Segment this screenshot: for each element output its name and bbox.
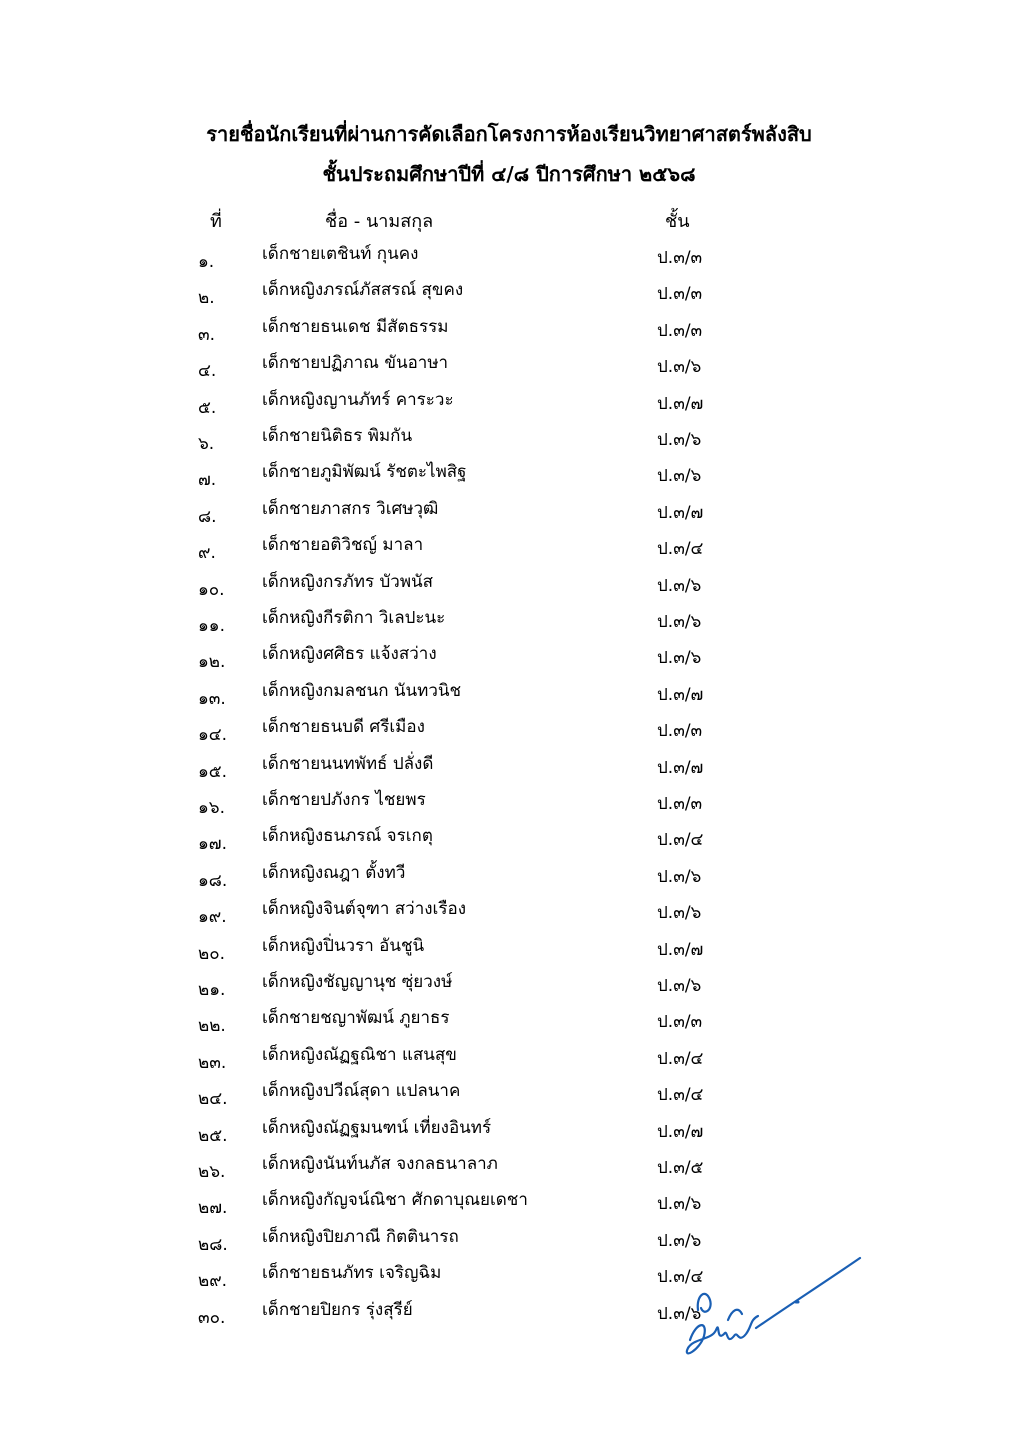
table-row bbox=[0, 640, 1018, 676]
table-row bbox=[0, 240, 1018, 276]
student-name: เด็กหญิงกรภัทร บัวพนัส bbox=[262, 571, 434, 592]
header-name: ชื่อ - นามสกุล bbox=[325, 211, 434, 232]
student-name: เด็กหญิงจินต์จุฑา สว่างเรือง bbox=[262, 899, 466, 920]
student-name: เด็กหญิงณัฏฐมนฑน์ เที่ยงอินทร์ bbox=[262, 1117, 492, 1138]
student-name: เด็กชายเตชินท์ กุนคง bbox=[262, 244, 419, 264]
student-class: ป.๓/๓ bbox=[657, 794, 703, 814]
student-class: ป.๓/๖ bbox=[657, 430, 702, 450]
student-name: เด็กชายธนเดช มีสัตธรรม bbox=[262, 316, 449, 337]
student-name: เด็กหญิงกีรติกา วิเลปะนะ bbox=[262, 608, 446, 628]
table-row bbox=[0, 1186, 1018, 1222]
student-class: ป.๓/๓ bbox=[657, 284, 703, 305]
document-title: รายชื่อนักเรียนที่ผ่านการคัดเลือกโครงการห้องเรียนวิทยาศาสตร์พลังสิบ bbox=[206, 122, 812, 146]
table-row bbox=[0, 1150, 1018, 1186]
row-number: ๑๐. bbox=[198, 579, 225, 600]
student-name: เด็กหญิงกัญจน์ณิชา ศักดาบุณยเดชา bbox=[262, 1190, 528, 1211]
student-class: ป.๓/๖ bbox=[657, 357, 702, 378]
student-class: ป.๓/๖ bbox=[657, 903, 702, 924]
student-name: เด็กชายปภังกร ไชยพร bbox=[262, 790, 426, 810]
row-number: ๒๑. bbox=[198, 980, 226, 1000]
row-number: ๑๗. bbox=[198, 834, 227, 855]
table-row bbox=[0, 713, 1018, 749]
row-number: ๙. bbox=[198, 543, 216, 564]
student-class: ป.๓/๖ bbox=[657, 1303, 702, 1324]
student-name: เด็กชายนนทพัทธ์ ปลั่งดี bbox=[262, 753, 434, 774]
student-class: ป.๓/๖ bbox=[657, 648, 702, 669]
row-number: ๒๕. bbox=[198, 1125, 228, 1146]
student-class: ป.๓/๔ bbox=[657, 539, 704, 560]
table-row bbox=[0, 1114, 1018, 1150]
table-row bbox=[0, 495, 1018, 531]
header-number: ที่ bbox=[210, 211, 222, 232]
student-name: เด็กหญิงญานภัทร์ คาระวะ bbox=[262, 389, 454, 410]
row-number: ๔. bbox=[198, 361, 217, 382]
row-number: ๒๖. bbox=[198, 1162, 226, 1182]
student-class: ป.๓/๖ bbox=[657, 466, 702, 487]
table-row bbox=[0, 750, 1018, 786]
table-row bbox=[0, 1077, 1018, 1113]
row-number: ๒๐. bbox=[198, 943, 225, 964]
student-class: ป.๓/๖ bbox=[657, 612, 702, 632]
table-row bbox=[0, 786, 1018, 822]
table-row bbox=[0, 895, 1018, 931]
student-class: ป.๓/๔ bbox=[657, 830, 704, 851]
student-class: ป.๓/๖ bbox=[657, 976, 702, 996]
student-name: เด็กหญิงปิยภาณี กิตตินารถ bbox=[262, 1226, 459, 1247]
row-number: ๑๓. bbox=[198, 688, 226, 709]
student-class: ป.๓/๗ bbox=[657, 393, 704, 414]
student-name: เด็กหญิงชัญญานุช ซุ่ยวงษ์ bbox=[262, 972, 453, 992]
student-name: เด็กชายชญาพัฒน์ ภูยาธร bbox=[262, 1008, 450, 1029]
student-name: เด็กหญิงปวีณ์สุดา แปลนาค bbox=[262, 1081, 461, 1102]
table-row bbox=[0, 1041, 1018, 1077]
student-class: ป.๓/๗ bbox=[657, 757, 704, 778]
student-name: เด็กหญิงศศิธร แจ้งสว่าง bbox=[262, 644, 437, 665]
student-name: เด็กชายปฏิภาณ ขันอาษา bbox=[262, 353, 449, 374]
table-row bbox=[0, 531, 1018, 567]
row-number: ๕. bbox=[198, 397, 217, 418]
student-class: ป.๓/๓ bbox=[657, 320, 703, 341]
student-class: ป.๓/๖ bbox=[657, 1230, 702, 1251]
student-class: ป.๓/๔ bbox=[657, 1048, 704, 1069]
student-class: ป.๓/๓ bbox=[657, 721, 703, 742]
row-number: ๓. bbox=[198, 324, 216, 345]
row-number: ๖. bbox=[198, 434, 215, 454]
table-row bbox=[0, 386, 1018, 422]
table-row bbox=[0, 968, 1018, 1004]
student-class: ป.๓/๓ bbox=[657, 248, 703, 268]
student-name: เด็กชายนิติธร พิมกัน bbox=[262, 426, 413, 446]
student-class: ป.๓/๗ bbox=[657, 939, 704, 960]
row-number: ๒๘. bbox=[198, 1234, 228, 1255]
student-name: เด็กหญิงณัฏฐณิชา แสนสุข bbox=[262, 1044, 457, 1065]
signature bbox=[668, 1250, 868, 1370]
student-name: เด็กหญิงกมลชนก นันทวนิช bbox=[262, 680, 462, 701]
student-name: เด็กชายอติวิชญ์ มาลา bbox=[262, 535, 424, 556]
table-row bbox=[0, 677, 1018, 713]
row-number: ๒๔. bbox=[198, 1089, 228, 1110]
student-name: เด็กหญิงปิ่นวรา อันชูนิ bbox=[262, 935, 425, 956]
student-name: เด็กชายภาสกร วิเศษวุฒิ bbox=[262, 498, 439, 519]
student-name: เด็กหญิงภรณ์ภัสสรณ์ สุขคง bbox=[262, 280, 464, 301]
table-row bbox=[0, 313, 1018, 349]
table-row bbox=[0, 822, 1018, 858]
header-class: ชั้น bbox=[665, 211, 690, 232]
row-number: ๑๖. bbox=[198, 798, 225, 818]
student-class: ป.๓/๔ bbox=[657, 1267, 704, 1288]
row-number: ๑๙. bbox=[198, 907, 227, 928]
student-class: ป.๓/๕ bbox=[657, 1158, 704, 1178]
student-name: เด็กชายภูมิพัฒน์ รัชตะไพสิฐ bbox=[262, 462, 467, 483]
student-class: ป.๓/๗ bbox=[657, 1121, 704, 1142]
row-number: ๑๒. bbox=[198, 652, 226, 673]
row-number: ๗. bbox=[198, 470, 217, 491]
row-number: ๒๗. bbox=[198, 1198, 228, 1219]
table-row bbox=[0, 422, 1018, 458]
student-class: ป.๓/๖ bbox=[657, 575, 702, 596]
table-row bbox=[0, 458, 1018, 494]
row-number: ๑๑. bbox=[198, 616, 225, 636]
row-number: ๒๒. bbox=[198, 1016, 226, 1037]
row-number: ๒. bbox=[198, 288, 215, 309]
student-name: เด็กหญิงธนภรณ์ จรเกตุ bbox=[262, 826, 433, 847]
student-name: เด็กชายธนภัทร เจริญฉิม bbox=[262, 1263, 442, 1284]
student-class: ป.๓/๖ bbox=[657, 1194, 702, 1215]
table-row bbox=[0, 1004, 1018, 1040]
student-name: เด็กหญิงณฎา ตั้งทวี bbox=[262, 862, 406, 883]
student-class: ป.๓/๖ bbox=[657, 866, 702, 887]
row-number: ๑๕. bbox=[198, 761, 228, 782]
row-number: ๑๔. bbox=[198, 725, 228, 746]
row-number: ๒๙. bbox=[198, 1271, 228, 1292]
table-row bbox=[0, 604, 1018, 640]
student-name: เด็กชายปิยกร รุ่งสุรีย์ bbox=[262, 1299, 413, 1320]
student-class: ป.๓/๓ bbox=[657, 1012, 703, 1033]
table-row bbox=[0, 568, 1018, 604]
student-class: ป.๓/๔ bbox=[657, 1085, 704, 1106]
student-name: เด็กหญิงนันท์นภัส จงกลธนาลาภ bbox=[262, 1154, 498, 1174]
row-number: ๘. bbox=[198, 506, 217, 527]
row-number: ๓๐. bbox=[198, 1307, 226, 1328]
table-row bbox=[0, 349, 1018, 385]
student-name: เด็กชายธนบดี ศรีเมือง bbox=[262, 717, 425, 738]
table-row bbox=[0, 276, 1018, 312]
document-subtitle: ชั้นประถมศึกษาปีที่ ๔/๘ ปีการศึกษา ๒๕๖๘ bbox=[322, 162, 696, 186]
row-number: ๑. bbox=[198, 252, 215, 272]
table-row bbox=[0, 859, 1018, 895]
student-class: ป.๓/๗ bbox=[657, 502, 704, 523]
student-class: ป.๓/๗ bbox=[657, 684, 704, 705]
row-number: ๒๓. bbox=[198, 1052, 227, 1073]
row-number: ๑๘. bbox=[198, 870, 228, 891]
table-row bbox=[0, 932, 1018, 968]
